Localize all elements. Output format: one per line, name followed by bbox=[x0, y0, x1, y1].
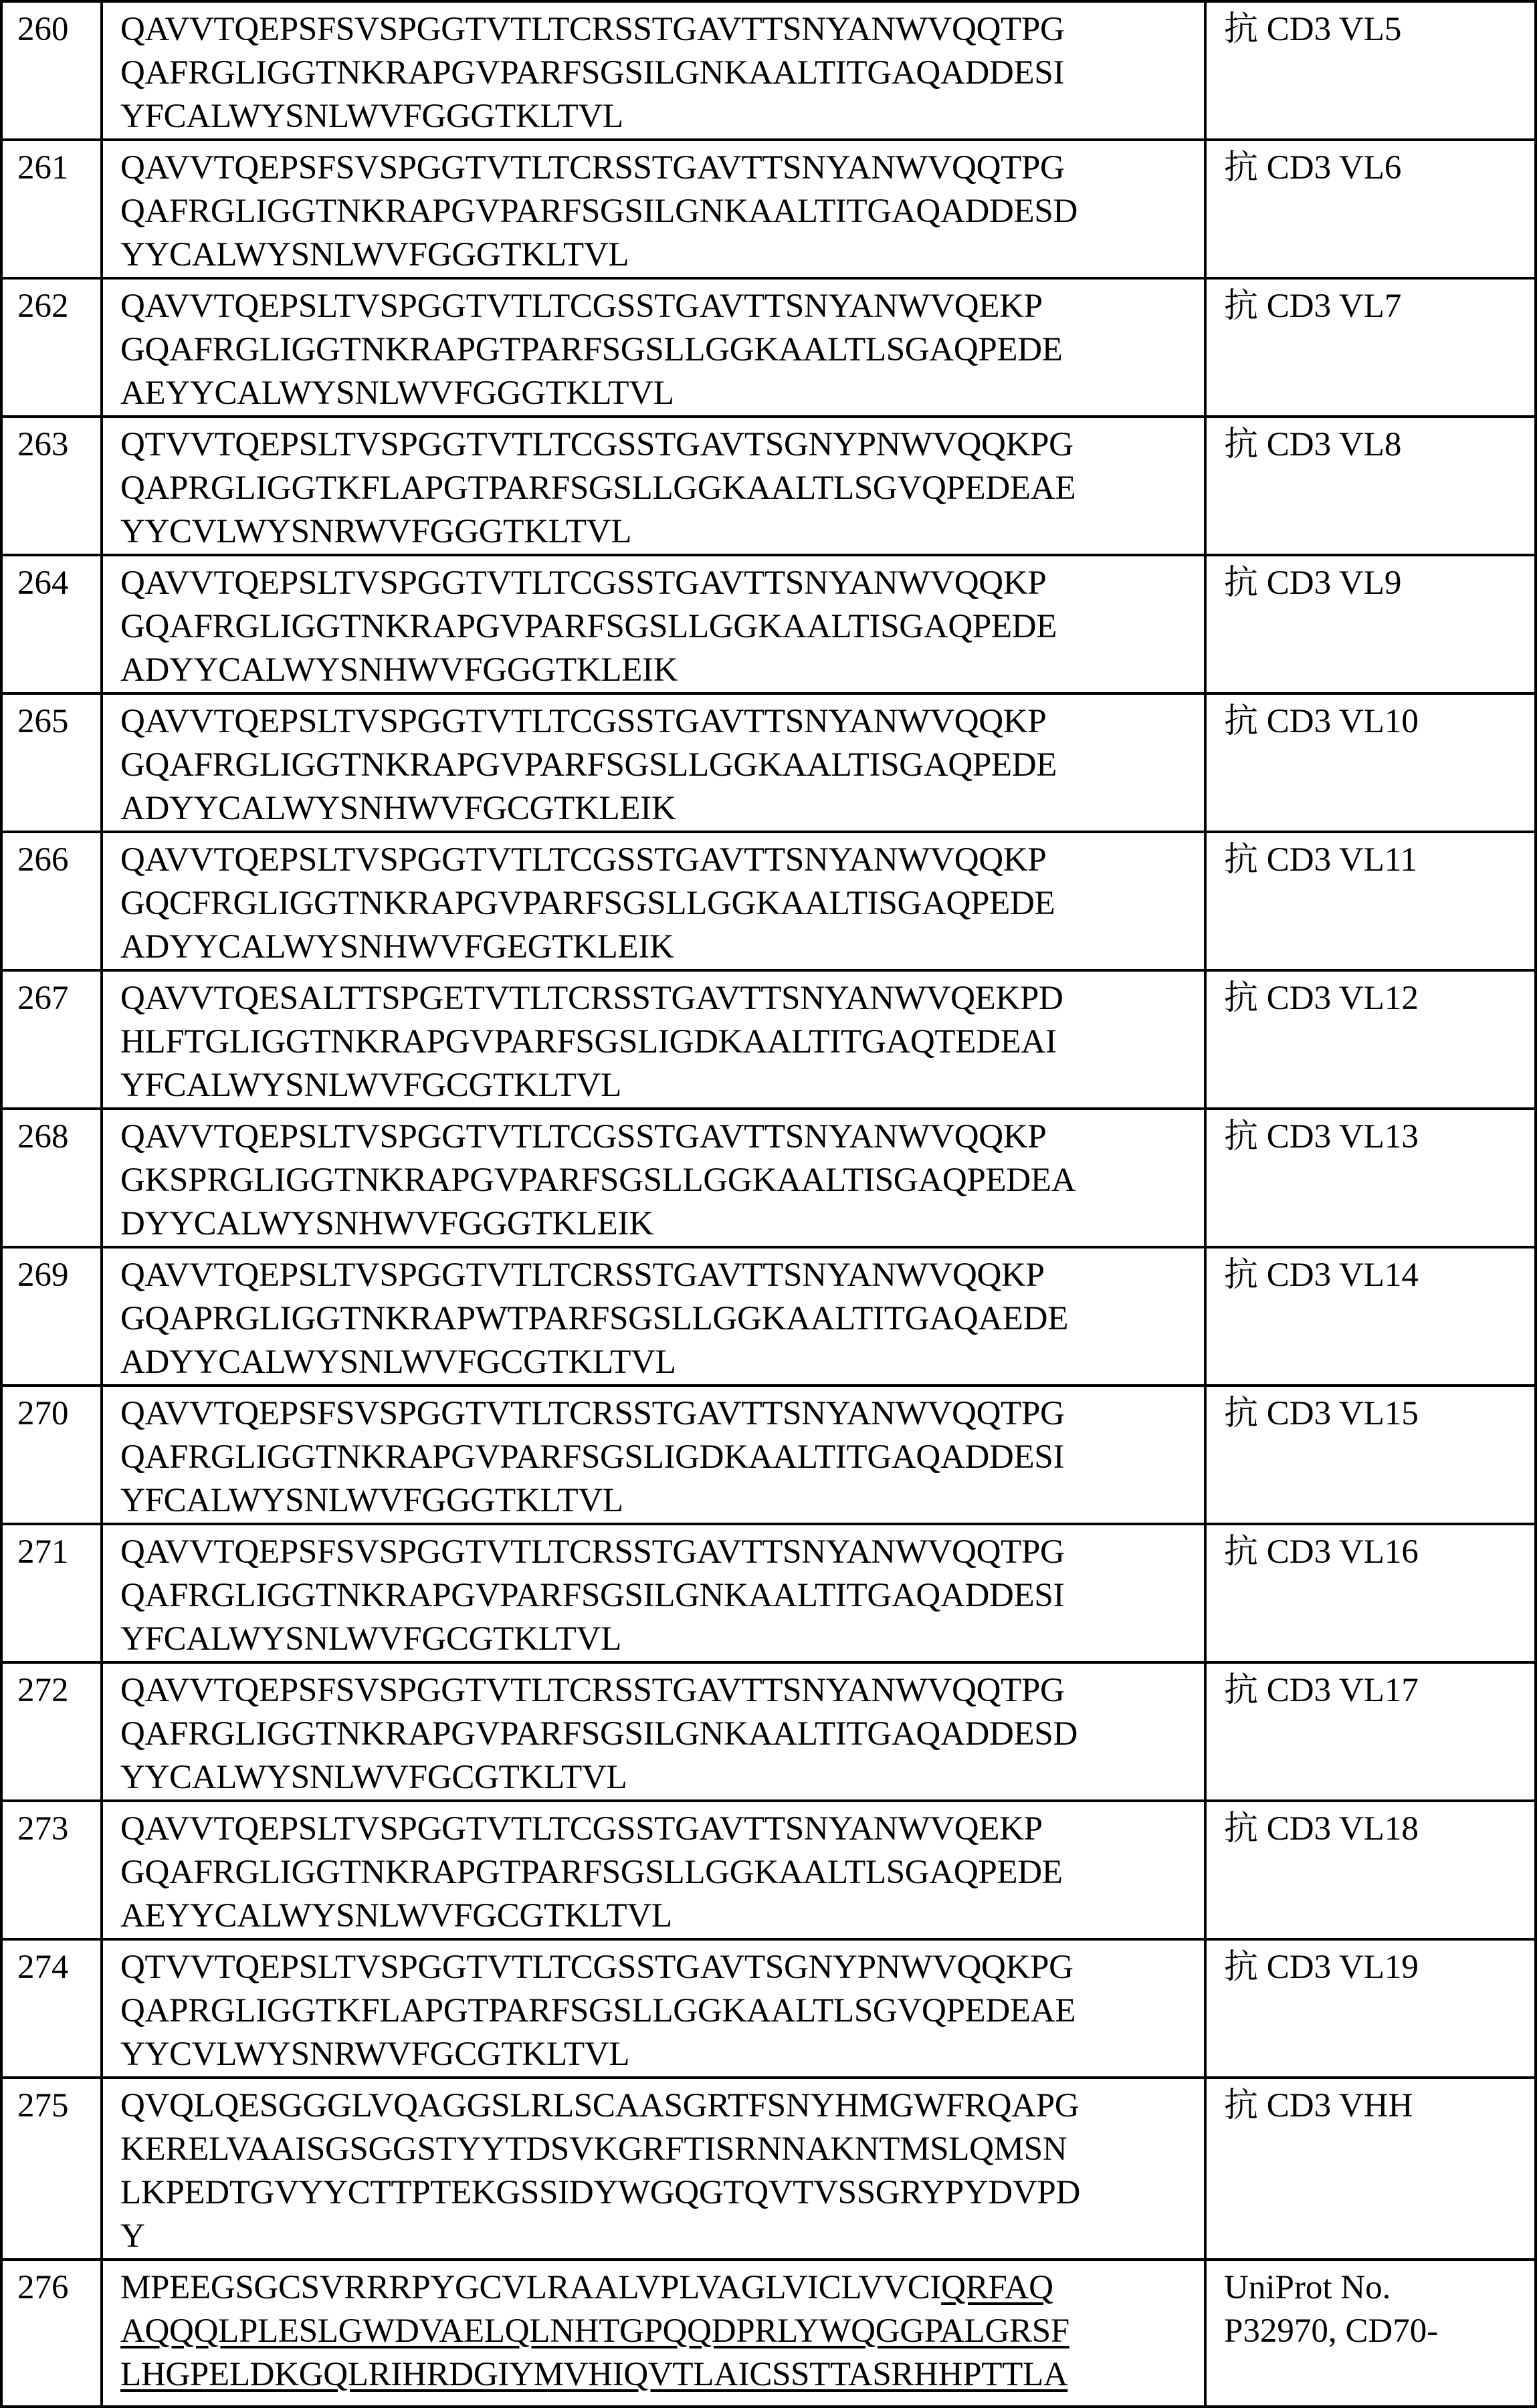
sequence-line: GQCFRGLIGGTNKRAPGVPARFSGSLLGGKAALTISGAQPEDE bbox=[120, 882, 1204, 925]
description-cell: 抗 CD3 VL6 bbox=[1205, 140, 1536, 278]
sequence-line: GQAPRGLIGGTNKRAPWTPARFSGSLLGGKAALTITGAQAEDE bbox=[120, 1297, 1204, 1341]
sequence-cell bbox=[102, 1109, 1205, 1247]
table-row bbox=[1, 1109, 1536, 1247]
seq-id: 270 bbox=[1, 1386, 102, 1524]
sequence-line: HLFTGLIGGTNKRAPGVPARFSGSLIGDKAALTITGAQTEDEAI bbox=[120, 1020, 1204, 1064]
sequence-line: QAVVTQEPSLTVSPGGTVTLTCGSSTGAVTTSNYANWVQEKP bbox=[120, 1808, 1204, 1851]
sequence-line: QAFRGLIGGTNKRAPGVPARFSGSILGNKAALTITGAQADDESI bbox=[120, 1574, 1204, 1618]
underlined-sequence: QRFAQ bbox=[941, 2269, 1053, 2306]
sequence-line: YFCALWYSNLWVFGGGTKLTVL bbox=[120, 95, 1204, 138]
sequence-table bbox=[0, 0, 1537, 2408]
sequence-line: QAVVTQEPSLTVSPGGTVTLTCGSSTGAVTTSNYANWVQQKP bbox=[120, 839, 1204, 882]
sequence-line: QAFRGLIGGTNKRAPGVPARFSGSLIGDKAALTITGAQADDESI bbox=[120, 1436, 1204, 1479]
seq-id: 276 bbox=[1, 2260, 102, 2407]
table-row bbox=[1, 1801, 1536, 1939]
sequence-line: ADYYCALWYSNHWVFGEGTKLEIK bbox=[120, 925, 1204, 969]
sequence-line: AEYYCALWYSNLWVFGCGTKLTVL bbox=[120, 1894, 1204, 1938]
table-row bbox=[1, 1, 1536, 140]
sequence-line: QAFRGLIGGTNKRAPGVPARFSGSILGNKAALTITGAQADDESD bbox=[120, 1713, 1204, 1756]
table-row bbox=[1, 278, 1536, 417]
description-cell bbox=[1205, 2260, 1536, 2407]
description-cell: 抗 CD3 VL12 bbox=[1205, 970, 1536, 1109]
description-cell: 抗 CD3 VL15 bbox=[1205, 1386, 1536, 1524]
sequence-line: YYCALWYSNLWVFGGGTKLTVL bbox=[120, 233, 1204, 277]
sequence-cell bbox=[102, 278, 1205, 417]
seq-id: 273 bbox=[1, 1801, 102, 1939]
sequence-line: QAVVTQEPSLTVSPGGTVTLTCGSSTGAVTTSNYANWVQEKP bbox=[120, 285, 1204, 328]
table-row bbox=[1, 417, 1536, 555]
sequence-line: GKSPRGLIGGTNKRAPGVPARFSGSLLGGKAALTISGAQPEDEA bbox=[120, 1159, 1204, 1202]
sequence-line: YYCVLWYSNRWVFGCGTKLTVL bbox=[120, 2033, 1204, 2076]
sequence-line: GQAFRGLIGGTNKRAPGVPARFSGSLLGGKAALTISGAQPEDE bbox=[120, 605, 1204, 649]
table-row bbox=[1, 1939, 1536, 2078]
sequence-line: GQAFRGLIGGTNKRAPGTPARFSGSLLGGKAALTLSGAQPEDE bbox=[120, 1851, 1204, 1894]
table-row bbox=[1, 1524, 1536, 1662]
sequence-line: AEYYCALWYSNLWVFGGGTKLTVL bbox=[120, 372, 1204, 415]
sequence-line: QVQLQESGGGLVQAGGSLRLSCAASGRTFSNYHMGWFRQAPG bbox=[120, 2084, 1204, 2128]
table-row bbox=[1, 2260, 1536, 2407]
table-row bbox=[1, 832, 1536, 970]
sequence-line: QAVVTQEPSLTVSPGGTVTLTCGSSTGAVTTSNYANWVQQKP bbox=[120, 1115, 1204, 1159]
table-row bbox=[1, 2078, 1536, 2260]
sequence-line: QAFRGLIGGTNKRAPGVPARFSGSILGNKAALTITGAQADDESD bbox=[120, 190, 1204, 233]
sequence-line: QAFRGLIGGTNKRAPGVPARFSGSILGNKAALTITGAQADDESI bbox=[120, 51, 1204, 95]
description-cell: 抗 CD3 VL8 bbox=[1205, 417, 1536, 555]
sequence-cell bbox=[102, 1, 1205, 140]
description-text: P32970, CD70- bbox=[1224, 2310, 1534, 2353]
sequence-line: YFCALWYSNLWVFGCGTKLTVL bbox=[120, 1618, 1204, 1661]
sequence-line: QAVVTQEPSLTVSPGGTVTLTCRSSTGAVTTSNYANWVQQKP bbox=[120, 1254, 1204, 1297]
sequence-line: QTVVTQEPSLTVSPGGTVTLTCGSSTGAVTSGNYPNWVQQKPG bbox=[120, 1946, 1204, 1989]
sequence-line: QAVVTQEPSLTVSPGGTVTLTCGSSTGAVTTSNYANWVQQKP bbox=[120, 700, 1204, 744]
table-row bbox=[1, 1386, 1536, 1524]
sequence-line: QAVVTQEPSFSVSPGGTVTLTCRSSTGAVTTSNYANWVQQTPG bbox=[120, 146, 1204, 190]
table-row bbox=[1, 1247, 1536, 1386]
sequence-line: YFCALWYSNLWVFGGGTKLTVL bbox=[120, 1479, 1204, 1523]
sequence-cell bbox=[102, 1247, 1205, 1386]
seq-id: 268 bbox=[1, 1109, 102, 1247]
sequence-line: YYCALWYSNLWVFGCGTKLTVL bbox=[120, 1756, 1204, 1799]
sequence-line: YYCVLWYSNRWVFGGGTKLTVL bbox=[120, 510, 1204, 554]
description-cell: 抗 CD3 VL18 bbox=[1205, 1801, 1536, 1939]
sequence-line: ADYYCALWYSNHWVFGCGTKLEIK bbox=[120, 787, 1204, 831]
seq-id: 274 bbox=[1, 1939, 102, 2078]
sequence-line: ADYYCALWYSNLWVFGCGTKLTVL bbox=[120, 1341, 1204, 1384]
table-row bbox=[1, 970, 1536, 1109]
seq-id: 271 bbox=[1, 1524, 102, 1662]
sequence-cell bbox=[102, 140, 1205, 278]
seq-id: 260 bbox=[1, 1, 102, 140]
description-cell: 抗 CD3 VL10 bbox=[1205, 693, 1536, 832]
sequence-line: QAVVTQEPSFSVSPGGTVTLTCRSSTGAVTTSNYANWVQQTPG bbox=[120, 1531, 1204, 1574]
description-text: UniProt No. bbox=[1224, 2266, 1534, 2310]
seq-id: 263 bbox=[1, 417, 102, 555]
seq-id: 262 bbox=[1, 278, 102, 417]
seq-id: 275 bbox=[1, 2078, 102, 2260]
description-cell: 抗 CD3 VL11 bbox=[1205, 832, 1536, 970]
sequence-cell bbox=[102, 555, 1205, 693]
seq-id: 266 bbox=[1, 832, 102, 970]
sequence-line: QAVVTQEPSFSVSPGGTVTLTCRSSTGAVTTSNYANWVQQTPG bbox=[120, 1669, 1204, 1713]
table-row bbox=[1, 140, 1536, 278]
seq-id: 269 bbox=[1, 1247, 102, 1386]
description-cell: 抗 CD3 VHH bbox=[1205, 2078, 1536, 2260]
description-cell: 抗 CD3 VL14 bbox=[1205, 1247, 1536, 1386]
sequence-cell bbox=[102, 693, 1205, 832]
sequence-line: GQAFRGLIGGTNKRAPGTPARFSGSLLGGKAALTLSGAQPEDE bbox=[120, 328, 1204, 372]
sequence-line: KERELVAAISGSGGSTYYTDSVKGRFTISRNNAKNTMSLQMSN bbox=[120, 2128, 1204, 2171]
sequence-cell bbox=[102, 1524, 1205, 1662]
sequence-line: YFCALWYSNLWVFGCGTKLTVL bbox=[120, 1064, 1204, 1107]
description-cell: 抗 CD3 VL5 bbox=[1205, 1, 1536, 140]
sequence-line: ADYYCALWYSNHWVFGGGTKLEIK bbox=[120, 649, 1204, 692]
table-row bbox=[1, 555, 1536, 693]
seq-id: 272 bbox=[1, 1662, 102, 1801]
sequence-line: DYYCALWYSNHWVFGGGTKLEIK bbox=[120, 1202, 1204, 1246]
description-cell: 抗 CD3 VL9 bbox=[1205, 555, 1536, 693]
description-cell: 抗 CD3 VL13 bbox=[1205, 1109, 1536, 1247]
seq-id: 267 bbox=[1, 970, 102, 1109]
sequence-line: QAPRGLIGGTKFLAPGTPARFSGSLLGGKAALTLSGVQPEDEAE bbox=[120, 467, 1204, 510]
sequence-cell bbox=[102, 2078, 1205, 2260]
sequence-line: QTVVTQEPSLTVSPGGTVTLTCGSSTGAVTSGNYPNWVQQKPG bbox=[120, 423, 1204, 467]
sequence-line: QAVVTQESALTTSPGETVTLTCRSSTGAVTTSNYANWVQEKPD bbox=[120, 977, 1204, 1020]
sequence-line: QAVVTQEPSFSVSPGGTVTLTCRSSTGAVTTSNYANWVQQTPG bbox=[120, 8, 1204, 51]
sequence-cell bbox=[102, 417, 1205, 555]
seq-id: 265 bbox=[1, 693, 102, 832]
underlined-sequence: LHGPELDKGQLRIHRDGIYMVHIQVTLAICSSTTASRHHPTTLA bbox=[120, 2353, 1204, 2397]
description-cell: 抗 CD3 VL17 bbox=[1205, 1662, 1536, 1801]
seq-id: 264 bbox=[1, 555, 102, 693]
sequence-cell bbox=[102, 970, 1205, 1109]
sequence-cell bbox=[102, 1801, 1205, 1939]
sequence-cell bbox=[102, 1939, 1205, 2078]
sequence-cell bbox=[102, 2260, 1205, 2407]
underlined-sequence: AQQQLPLESLGWDVAELQLNHTGPQQDPRLYWQGGPALGRSF bbox=[120, 2310, 1204, 2353]
table-row bbox=[1, 1662, 1536, 1801]
description-cell: 抗 CD3 VL7 bbox=[1205, 278, 1536, 417]
sequence-line: LKPEDTGVYYCTTPTEKGSSIDYWGQGTQVTVSSGRYPYDVPD bbox=[120, 2171, 1204, 2215]
sequence-line: Y bbox=[120, 2215, 1204, 2258]
description-cell: 抗 CD3 VL19 bbox=[1205, 1939, 1536, 2078]
table-row bbox=[1, 693, 1536, 832]
sequence-text: MPEEGSGCSVRRRPYGCVLRAALVPLVAGLVICLVVCI bbox=[120, 2269, 941, 2306]
seq-id: 261 bbox=[1, 140, 102, 278]
sequence-line bbox=[120, 2266, 1204, 2310]
sequence-line: QAVVTQEPSFSVSPGGTVTLTCRSSTGAVTTSNYANWVQQTPG bbox=[120, 1392, 1204, 1436]
sequence-cell bbox=[102, 832, 1205, 970]
sequence-cell bbox=[102, 1662, 1205, 1801]
sequence-cell bbox=[102, 1386, 1205, 1524]
sequence-line: GQAFRGLIGGTNKRAPGVPARFSGSLLGGKAALTISGAQPEDE bbox=[120, 744, 1204, 787]
sequence-line: QAPRGLIGGTKFLAPGTPARFSGSLLGGKAALTLSGVQPEDEAE bbox=[120, 1989, 1204, 2033]
sequence-line: QAVVTQEPSLTVSPGGTVTLTCGSSTGAVTTSNYANWVQQKP bbox=[120, 562, 1204, 605]
description-cell: 抗 CD3 VL16 bbox=[1205, 1524, 1536, 1662]
